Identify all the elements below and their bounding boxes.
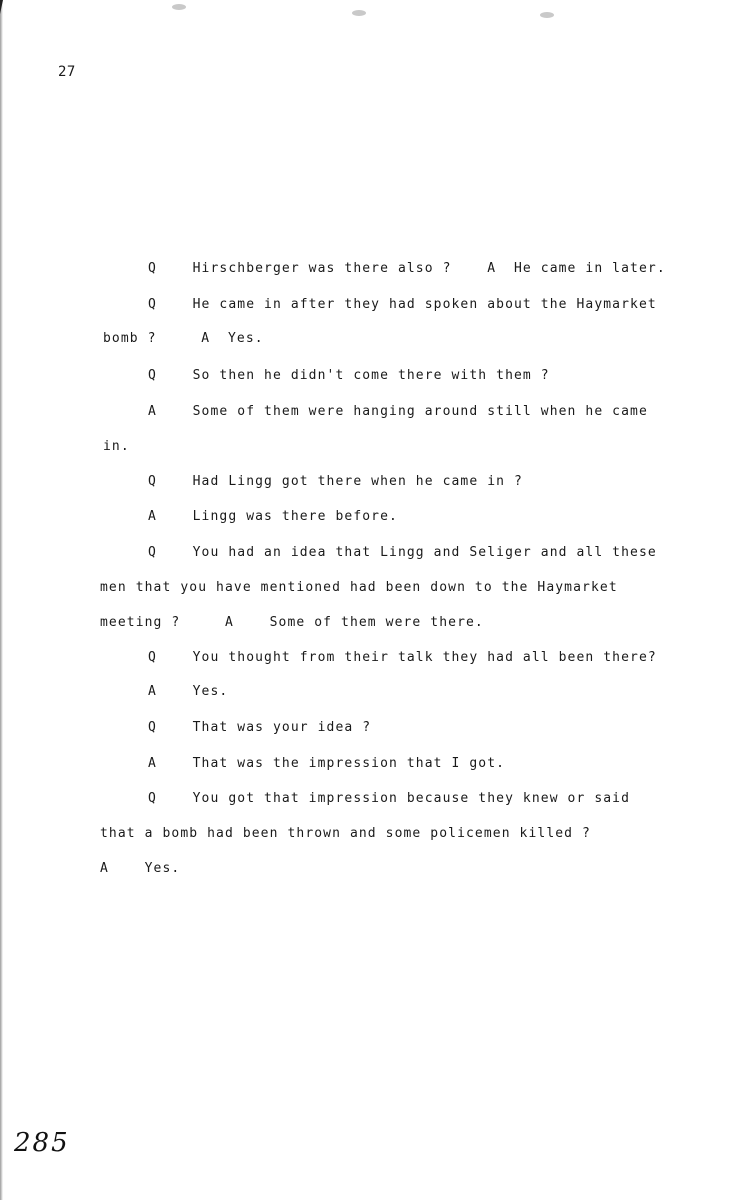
transcript-line: Q You thought from their talk they had all been there?: [148, 650, 657, 665]
transcript-line: Q So then he didn't come there with them ?: [148, 368, 550, 383]
transcript-line: meeting ? A Some of them were there.: [100, 615, 484, 630]
transcript-line: A Lingg was there before.: [148, 509, 398, 524]
ink-smudge: [172, 4, 186, 10]
transcript-line: Q You had an idea that Lingg and Seliger and all these: [148, 545, 657, 560]
transcript-line: A That was the impression that I got.: [148, 756, 506, 771]
transcript-line: Q He came in after they had spoken about the Haymarket: [148, 297, 657, 312]
handwritten-page-number: 285: [14, 1128, 70, 1158]
transcript-line: men that you have mentioned had been down to the Haymarket: [100, 580, 618, 595]
corner-mark: [0, 0, 15, 40]
transcript-line: A Yes.: [148, 684, 229, 699]
transcript-line: Q Hirschberger was there also ? A He came in later.: [148, 261, 666, 276]
transcript-line: bomb ? A Yes.: [103, 331, 264, 346]
transcript-line: A Some of them were hanging around still when he came: [148, 404, 648, 419]
ink-smudge: [352, 10, 366, 16]
transcript-line: in.: [103, 439, 130, 454]
transcript-line: Q You got that impression because they knew or said: [148, 791, 631, 806]
ink-smudge: [540, 12, 554, 18]
transcript-line: Q That was your idea ?: [148, 720, 372, 735]
transcript-line: Q Had Lingg got there when he came in ?: [148, 474, 523, 489]
transcript-line: that a bomb had been thrown and some policemen killed ?: [100, 826, 591, 841]
page-edge-shadow: [0, 0, 3, 1200]
transcript-line: A Yes.: [100, 861, 181, 876]
page-number: 27: [58, 64, 76, 80]
